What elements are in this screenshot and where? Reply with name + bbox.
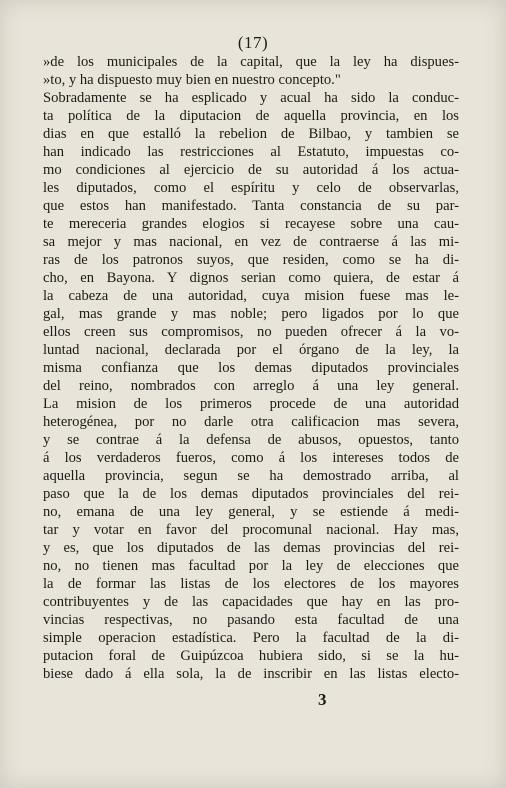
text-line: tar y votar en favor del procomunal nacional. Hay mas, bbox=[43, 522, 459, 538]
text-line: les diputados, como el espíritu y celo de observarlas, bbox=[43, 180, 459, 196]
text-line: la cabeza de una autoridad, cuya mision fuese mas le- bbox=[43, 288, 459, 304]
text-line: y es, que los diputados de las demas provincias del rei- bbox=[43, 540, 459, 556]
text-line: dias en que estalló la rebelion de Bilbao, y tambien se bbox=[43, 126, 459, 142]
text-line: te mereceria grandes elogios si recayese sobre una cau- bbox=[43, 216, 459, 232]
text-line: gal, mas grande y mas noble; pero ligados por lo que bbox=[43, 306, 459, 322]
text-line: Sobradamente se ha esplicado y acual ha sido la conduc- bbox=[43, 90, 459, 106]
text-line: no, emana de una ley general, y se estiende á medi- bbox=[43, 504, 459, 520]
text-line: ras de los patronos suyos, que residen, como se ha di- bbox=[43, 252, 459, 268]
text-line: ellos creen sus compromisos, no pueden ofrecer á la vo- bbox=[43, 324, 459, 340]
text-line: aquella provincia, segun se ha demostrado arriba, al bbox=[43, 468, 459, 484]
text-line: la de formar las listas de los electores de los mayores bbox=[43, 576, 459, 592]
text-line: han indicado las restricciones al Estatuto, impuestas co- bbox=[43, 144, 459, 160]
text-line: »de los municipales de la capital, que la ley ha dispues- bbox=[43, 54, 459, 70]
text-line: La mision de los primeros procede de una autoridad bbox=[43, 396, 459, 412]
text-line: luntad nacional, declarada por el órgano de la ley, la bbox=[43, 342, 459, 358]
page-number: (17) bbox=[237, 33, 269, 52]
text-line: misma confianza que los demas diputados provinciales bbox=[43, 360, 459, 376]
signature-mark: 3 bbox=[318, 690, 327, 709]
text-line: á los verdaderos fueros, como á los intereses todos de bbox=[43, 450, 459, 466]
text-line: no, no tienen mas facultad por la ley de elecciones que bbox=[43, 558, 459, 574]
text-line: paso que la de los demas diputados provinciales del rei- bbox=[43, 486, 459, 502]
text-line: sa mejor y mas nacional, en vez de contraerse á las mi- bbox=[43, 234, 459, 250]
text-line: contribuyentes y de las capacidades que hay en las pro- bbox=[43, 594, 459, 610]
text-line: cho, en Bayona. Y dignos serian como quiera, de estar á bbox=[43, 270, 459, 286]
text-line: que estos han manifestado. Tanta constancia de su par- bbox=[43, 198, 459, 214]
body-text bbox=[43, 53, 459, 683]
text-line: biese dado á ella sola, la de inscribir en las listas electo- bbox=[43, 666, 459, 682]
text-line: y se contrae á la defensa de abusos, opuestos, tanto bbox=[43, 432, 459, 448]
text-line: putacion foral de Guipúzcoa hubiera sido, si se la hu- bbox=[43, 648, 459, 664]
text-line: simple operacion estadística. Pero la facultad de la di- bbox=[43, 630, 459, 646]
text-line: ta política de la diputacion de aquella provincia, en los bbox=[43, 108, 459, 124]
text-line: vincias respectivas, no pasando esta facultad de una bbox=[43, 612, 459, 628]
text-line: heterogénea, por no darle otra calificacion mas severa, bbox=[43, 414, 459, 430]
text-line: mo condiciones al ejercicio de su autoridad á los actua- bbox=[43, 162, 459, 178]
text-line: »to, y ha dispuesto muy bien en nuestro concepto." bbox=[43, 72, 341, 88]
text-line: del reino, nombrados con arreglo á una ley general. bbox=[43, 378, 459, 394]
